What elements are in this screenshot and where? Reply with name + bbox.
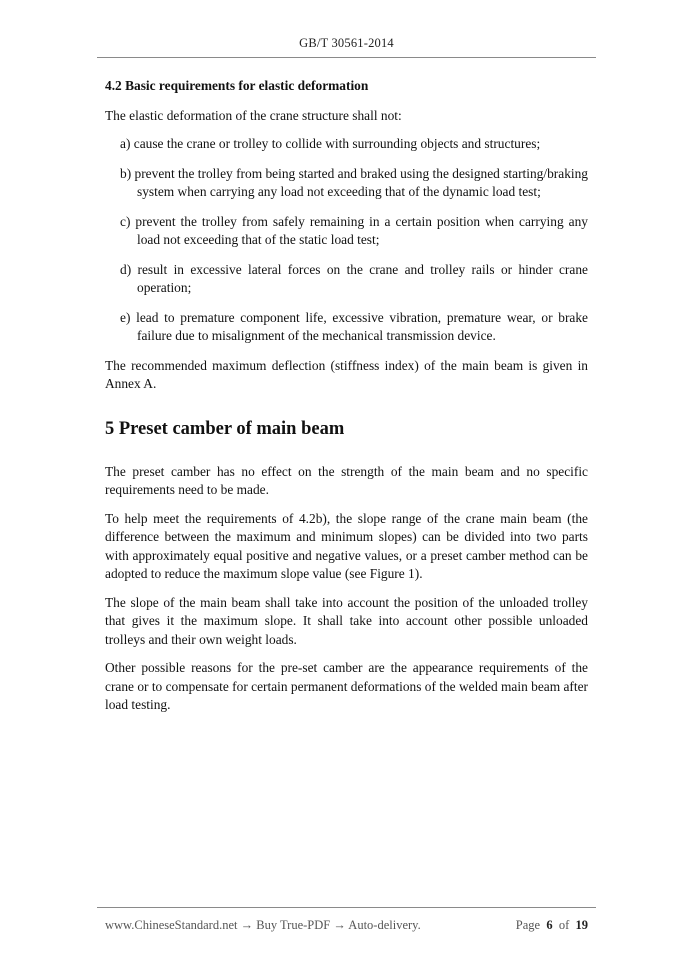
page-label: Page [515,918,541,932]
requirements-list [105,135,588,346]
section-4-2-closing: The recommended maximum deflection (stiffness index) of the main beam is given in Annex A. [105,357,588,391]
header-doc-id: GB/T 30561-2014 [299,36,394,50]
list-item-text: cause the crane or trolley to collide with surrounding objects and structures; [133,136,541,151]
of-label: of [558,918,570,932]
list-item [120,213,588,250]
section-4-2-intro: The elastic deformation of the crane structure shall not: [105,107,402,123]
list-item-text: lead to premature component life, excessive vibration, premature wear, or brake failure due to misalignment of the mechanical transmission device. [136,309,588,343]
list-item [120,135,588,154]
section-4-2-heading: 4.2 Basic requirements for elastic deformation [105,78,369,93]
list-item-text: prevent the trolley from safely remaining in a certain position when carrying any load not exceeding that of the static load test; [135,213,588,247]
list-item-marker: a) [120,136,131,151]
list-item [120,309,588,346]
section-5-paragraph: The slope of the main beam shall take into account the position of the unloaded trolley that gives it the maximum slope. It shall take into account other possible unloaded trolleys and their own weight loads. [105,594,588,647]
list-item-text: result in excessive lateral forces on the crane and trolley rails or hinder crane operation; [137,261,588,295]
list-item [120,261,588,298]
page-content [105,77,588,725]
section-5-paragraph: Other possible reasons for the pre-set camber are the appearance requirements of the crane or to compensate for certain permanent deformations of the welded main beam after load testing. [105,660,588,712]
page-counter [516,918,588,933]
list-item-text: prevent the trolley from being started and braked using the designed starting/braking system when carrying any load not exceeding that of the dynamic load test; [134,165,588,199]
section-5-paragraph: To help meet the requirements of 4.2b), the slope range of the crane main beam (the difference between the maximum and minimum slopes) can be divided into two parts with approximately equal positive and negative values, or a preset camber method can be adopted to reduce the maximum slope value (see Figure 1). [105,510,588,581]
list-item-marker: b) [120,165,132,181]
list-item-marker: e) [120,309,131,325]
section-5-heading: 5 Preset camber of main beam [105,418,345,439]
page-number: 6 [546,918,553,932]
section-5-paragraph: The preset camber has no effect on the strength of the main beam and no specific requirements need to be made. [105,463,588,497]
list-item-marker: c) [120,213,131,229]
header-rule [97,57,596,58]
list-item-marker: d) [120,261,132,277]
list-item [120,165,588,202]
page-total: 19 [575,918,588,932]
footer-website-link[interactable]: www.ChineseStandard.net → Buy True-PDF → Auto-delivery. [105,918,421,932]
footer-rule [97,907,596,908]
page-header [0,36,693,51]
